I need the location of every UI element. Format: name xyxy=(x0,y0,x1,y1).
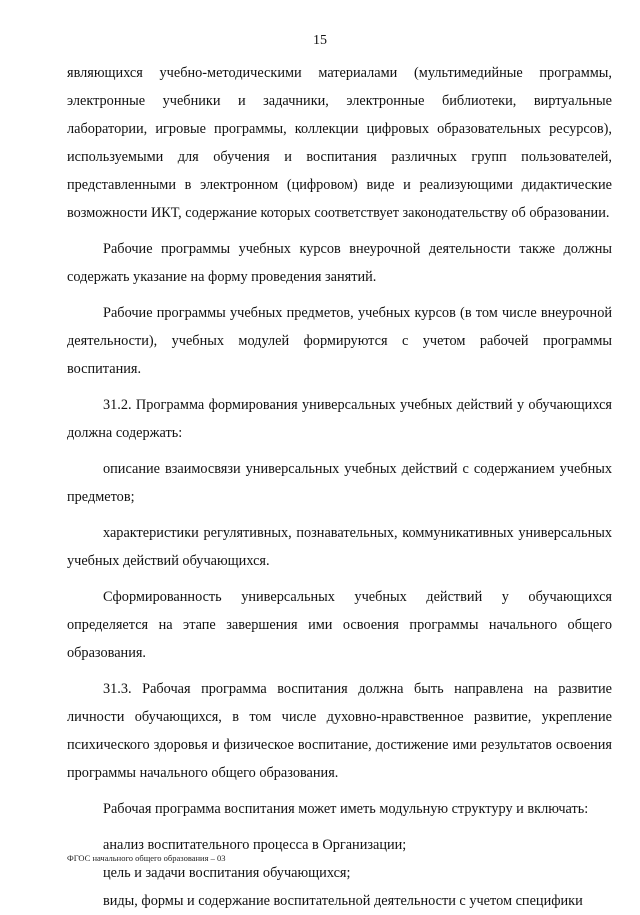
list-item-description: описание взаимосвязи универсальных учебных действий с содержанием учебных предметов; xyxy=(67,461,612,505)
list-item-analysis: анализ воспитательного процесса в Организации; xyxy=(103,837,407,853)
paragraph-continuation: являющихся учебно-методическими материалами (мультимедийные программы, электронные учебники и задачники, электронные библиотеки, виртуальные лаборатории, игровые программы, коллекции цифровых образовательных ресурсов), используемыми для обучения и воспитания различных групп пользователей, представленными в электронном (цифровом) виде и реализующими дидактические возможности ИКТ, содержание которых соответствует законодательству об образовании. xyxy=(67,65,612,221)
page-number: 15 xyxy=(313,33,327,48)
list-item-activities: виды, формы и содержание воспитательной деятельности с учетом специфики xyxy=(103,893,583,909)
document-body xyxy=(67,59,612,915)
paragraph-work-programs: Рабочие программы учебных предметов, учебных курсов (в том числе внеурочной деятельности), учебных модулей формируются с учетом рабочей программы воспитания. xyxy=(67,305,612,377)
paragraph-formation: Сформированность универсальных учебных действий у обучающихся определяется на этапе завершения ими освоения программы начального общего образования. xyxy=(67,589,612,661)
page-footer: ФГОС начального общего образования – 03 xyxy=(67,853,226,863)
paragraph-modular-structure: Рабочая программа воспитания может иметь модульную структуру и включать: xyxy=(103,801,589,817)
paragraph-31-3: 31.3. Рабочая программа воспитания должна быть направлена на развитие личности обучающихся, в том числе духовно-нравственное развитие, укрепление психического здоровья и физическое воспитание, достижение ими результатов освоения программы начального общего образования. xyxy=(67,681,612,781)
paragraph-extracurricular-form: Рабочие программы учебных курсов внеурочной деятельности также должны содержать указание на форму проведения занятий. xyxy=(67,241,612,285)
list-item-characteristics: характеристики регулятивных, познавательных, коммуникативных универсальных учебных действий обучающихся. xyxy=(67,525,612,569)
list-item-goals: цель и задачи воспитания обучающихся; xyxy=(103,865,351,881)
paragraph-31-2-heading: 31.2. Программа формирования универсальных учебных действий у обучающихся должна содержать: xyxy=(67,397,612,441)
